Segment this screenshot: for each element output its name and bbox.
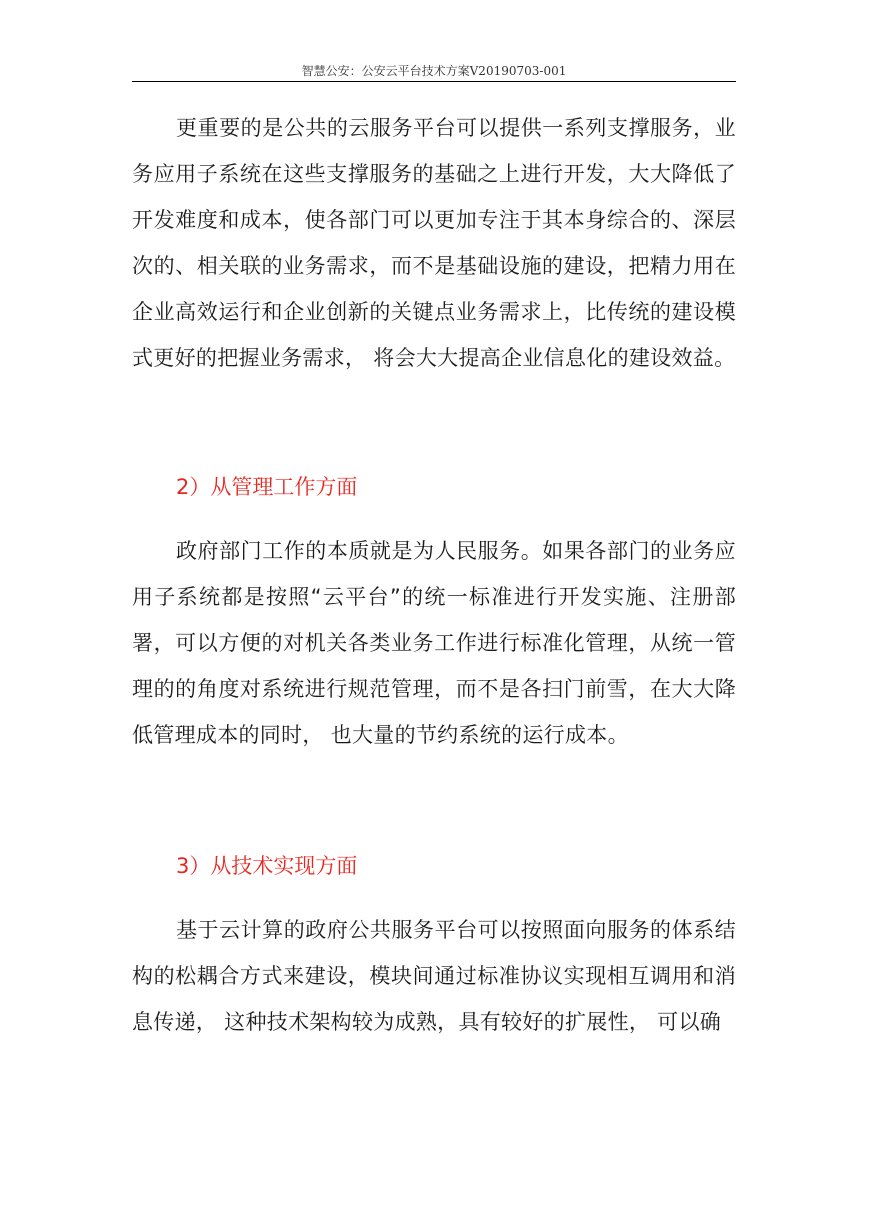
- section-heading-management: 2）从管理工作方面: [176, 475, 358, 499]
- body-paragraph-1: 更重要的是公共的云服务平台可以提供一系列支撑服务，业务应用子系统在这些支撑服务的基础之上进行开发，大大降低了开发难度和成本，使各部门可以更加专注于其本身综合的、深层次的、相关联的业务需求，而不是基础设施的建设，把精力用在企业高效运行和企业创新的关键点业务需求上，比传统的建设模式更好的把握业务需求， 将会大大提高企业信息化的建设效益。: [132, 116, 736, 370]
- body-paragraph-3: 基于云计算的政府公共服务平台可以按照面向服务的体系结构的松耦合方式来建设，模块间通过标准协议实现相互调用和消息传递， 这种技术架构较为成熟，具有较好的扩展性， 可以确: [132, 918, 736, 1034]
- page-header: 智慧公安：公安云平台技术方案V20190703-001: [301, 64, 567, 78]
- header-divider: [132, 81, 736, 82]
- body-paragraph-2: 政府部门工作的本质就是为人民服务。如果各部门的业务应用子系统都是按照“云平台”的统一标准进行开发实施、注册部署，可以方便的对机关各类业务工作进行标准化管理，从统一管理的的角度对系统进行规范管理，而不是各扫门前雪，在大大降低管理成本的同时， 也大量的节约系统的运行成本。: [132, 539, 736, 747]
- section-heading-technology: 3）从技术实现方面: [176, 854, 358, 878]
